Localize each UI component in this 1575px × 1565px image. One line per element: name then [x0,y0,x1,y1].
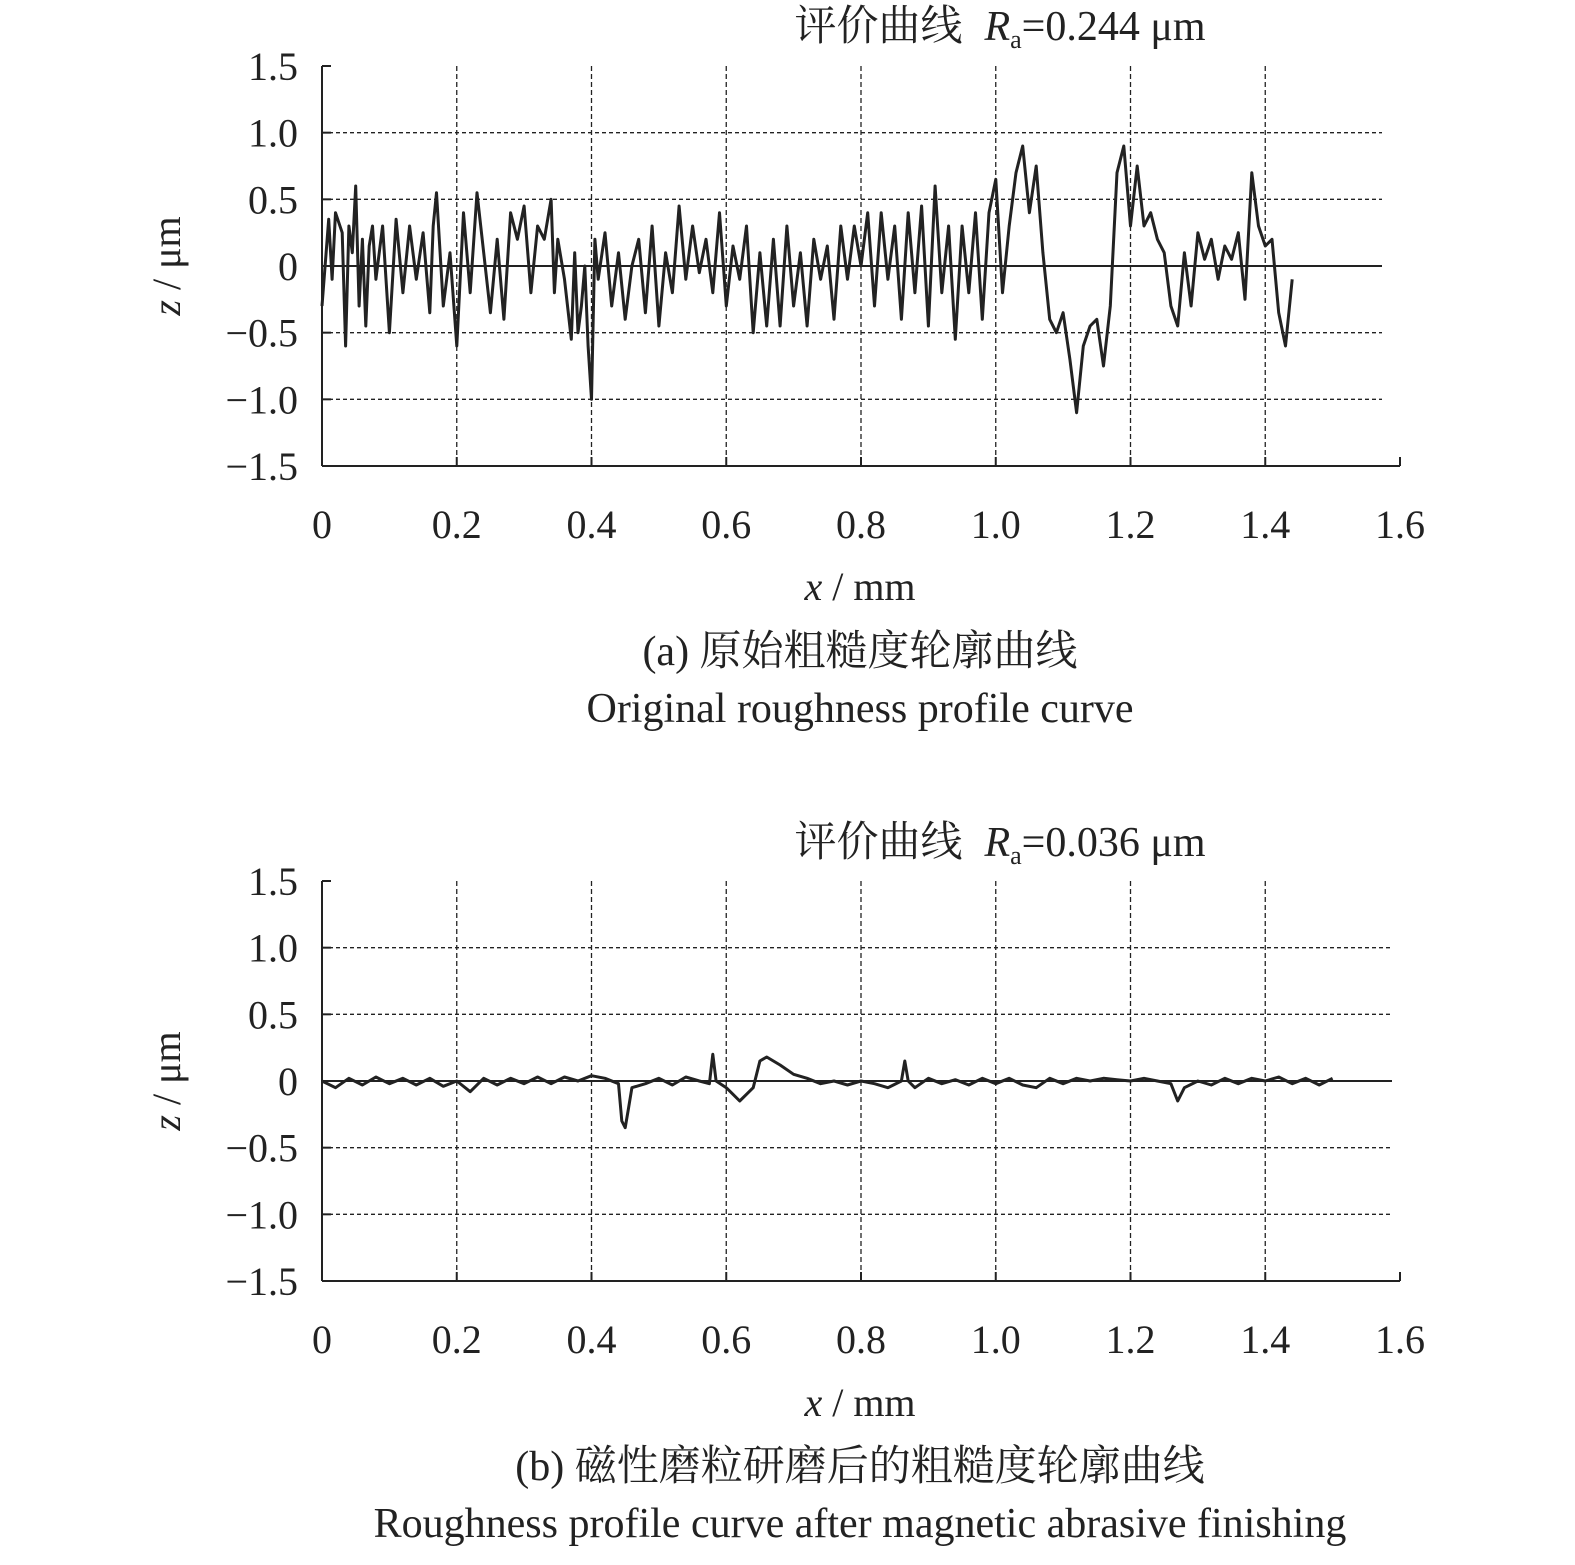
panel-a-x-tick-label: 0.4 [566,502,617,547]
panel-b-x-tick-label: 0.2 [431,1317,482,1362]
panel-b-caption-en: Roughness profile curve after magnetic abrasive finishing [373,1501,1347,1547]
panel-a-x-tick-label: 0.6 [701,502,752,547]
panel-a-y-label: z / μm [144,216,189,316]
panel-b-profile [322,1054,1333,1127]
panel-a-x-tick-label: 0.8 [836,502,886,547]
panel-a [144,4,1425,732]
panel-b-profile-line [322,1054,1333,1127]
panel-a-y-tick-label: 0 [278,244,298,289]
panel-a-x-label: x / mm [804,564,916,609]
panel-b-x-tick-label: 1.6 [1375,1317,1425,1362]
panel-b-x-tick-label: 1.2 [1105,1317,1156,1362]
panel-b-x-tick-label: 0 [312,1317,332,1362]
panel-a-x-tick-label: 1.0 [970,502,1021,547]
panel-b-y-tick-label: 0 [278,1059,298,1104]
panel-a-caption-en: Original roughness profile curve [586,686,1134,732]
panel-b-header: 评价曲线 Ra=0.036 μm [794,820,1206,870]
panel-b-y-tick-label: −1.0 [225,1192,298,1238]
panel-b-x-tick-label: 0.8 [836,1317,886,1362]
panel-b-x-label: x / mm [804,1380,916,1425]
panel-b-x-tick-label: 0.6 [701,1317,752,1362]
panel-a-x-tick-label: 0.2 [431,502,482,547]
panel-b-x-tick-label: 1.4 [1240,1317,1291,1362]
panel-b-x-tick-label: 0.4 [566,1317,617,1362]
panel-a-y-tick-label: −0.5 [225,310,298,356]
panel-a-x-tick-label: 0 [312,502,332,547]
panel-b-y-tick-label: −1.5 [225,1259,298,1304]
panel-a-header: 评价曲线 Ra=0.244 μm [794,4,1206,54]
panel-a-x-tick-label: 1.6 [1375,502,1425,547]
panel-a-y-tick-label: 1.0 [248,110,298,156]
panel-b-y-tick-label: 0.5 [248,992,298,1038]
panel-b-caption-cn: (b) 磁性磨粒研磨后的粗糙度轮廓曲线 [515,1444,1205,1490]
panel-a-y-tick-label: 0.5 [248,177,298,223]
panel-b-tick-labels [225,859,1425,1362]
panel-a-y-tick-label: −1.0 [225,377,298,423]
panel-a-x-tick-label: 1.2 [1105,502,1156,547]
panel-a-y-tick-label: −1.5 [225,444,298,489]
panel-a-caption-cn: (a) 原始粗糙度轮廓曲线 [642,629,1078,675]
panel-a-profile-line [322,146,1292,413]
panel-b-y-tick-label: 1.0 [248,925,298,971]
panel-b-y-tick-label: −0.5 [225,1125,298,1171]
panel-b-y-label: z / μm [144,1031,189,1131]
panel-a-y-tick-label: 1.5 [248,44,298,89]
panel-b-y-tick-label: 1.5 [248,859,298,904]
panel-b-x-tick-label: 1.0 [970,1317,1021,1362]
panel-a-x-tick-label: 1.4 [1240,502,1291,547]
panel-a-profile [322,146,1292,413]
panel-b [144,820,1425,1547]
